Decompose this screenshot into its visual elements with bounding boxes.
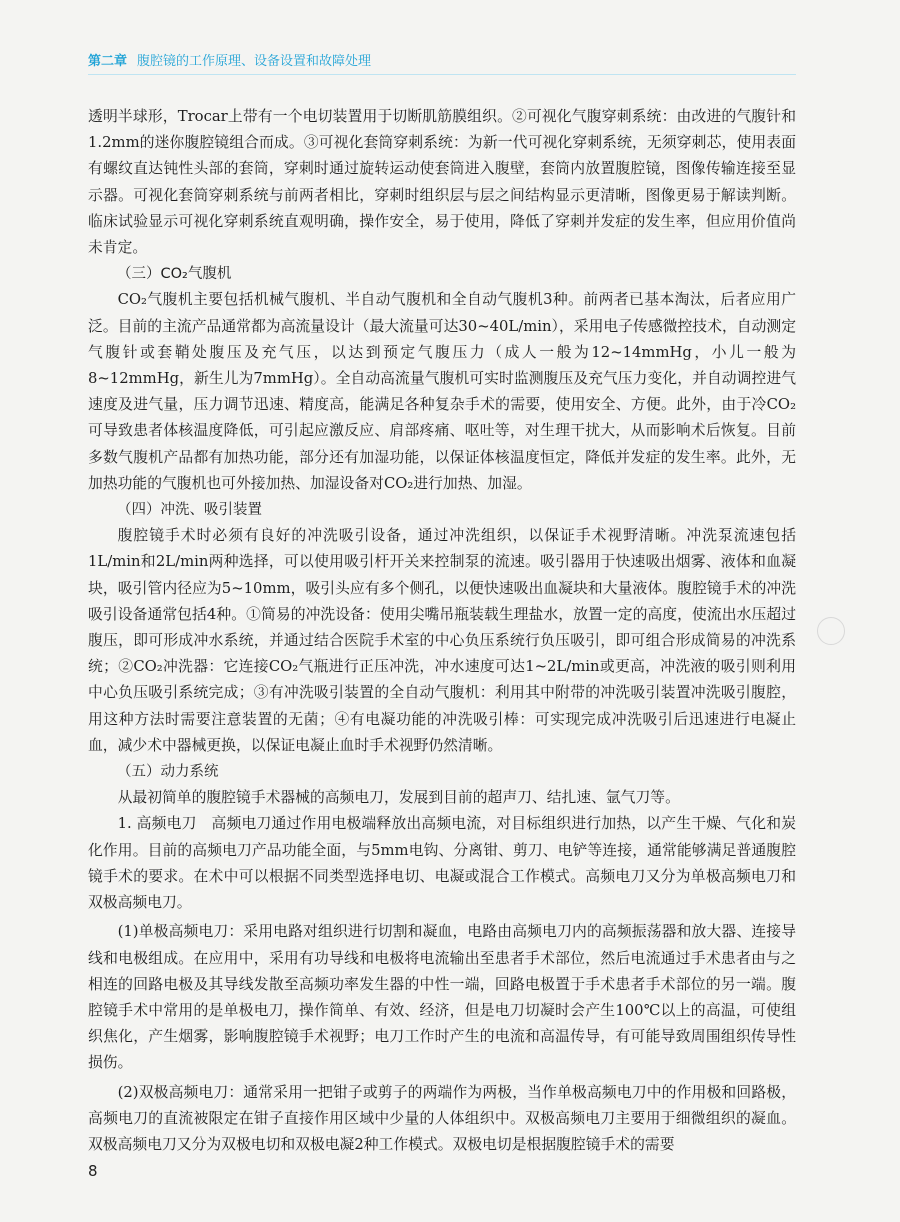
paragraph-continuation: 透明半球形，Trocar上带有一个电切装置用于切断肌筋膜组织。②可视化气腹穿刺系统：由改进的气腹针和1.2mm的迷你腹腔镜组合而成。③可视化套筒穿刺系统：为新一代可视化穿刺系统，无须穿刺芯，使用表面有螺纹直达钝性头部的套筒，穿刺时通过旋转运动使套筒进入腹壁，套筒内放置腹腔镜，图像传输连接至显示器。可视化套筒穿刺系统与前两者相比，穿刺时组织层与层之间结构显示更清晰，图像更易于解读判断。临床试验显示可视化穿刺系统直观明确，操作安全，易于使用，降低了穿刺并发症的发生率，但应用价值尚未肯定。 [88,108,796,257]
paragraph-co2-insufflator: CO₂气腹机主要包括机械气腹机、半自动气腹机和全自动气腹机3种。前两者已基本淘汰，后者应用广泛。目前的主流产品通常都为高流量设计（最大流量可达30~40L/min），采用电子传感微控技术，自动测定气腹针或套鞘处腹压及充气压，以达到预定气腹压力（成人一般为12~14mmHg，小儿一般为8~12mmHg，新生儿为7mmHg）。全自动高流量气腹机可实时监测腹压及充气压力变化，并自动调控进气速度及进气量，压力调节迅速、精度高，能满足各种复杂手术的需要，使用安全、方便。此外，由于冷CO₂可导致患者体核温度降低，可引起应激反应、肩部疼痛、呕吐等，对生理干扰大，从而影响术后恢复。目前多数气腹机产品都有加热功能，部分还有加湿功能，以保证体核温度恒定，降低并发症的发生率。此外，无加热功能的气腹机也可外接加热、加湿设备对CO₂进行加热、加湿。 [88,291,796,492]
running-header [88,50,796,75]
page-number: 8 [88,1162,98,1180]
section-heading-co2-insufflator: （三）CO₂气腹机 [117,266,232,283]
chapter-title: 腹腔镜的工作原理、设备设置和故障处理 [137,54,372,69]
chapter-label: 第二章 [88,54,128,69]
paragraph-high-frequency-knife: 1. 高频电刀 高频电刀通过作用电极端释放出高频电流，对目标组织进行加热，以产生干燥、气化和炭化作用。目前的高频电刀产品功能全面，与5mm电钩、分离钳、剪刀、电铲等连接，通常能够满足普通腹腔镜手术的要求。在术中可以根据不同类型选择电切、电凝或混合工作模式。高频电刀又分为单极高频电刀和双极高频电刀。 [88,815,796,912]
paragraph-monopolar: (1)单极高频电刀：采用电路对组织进行切割和凝血，电路由高频电刀内的高频振荡器和放大器、连接导线和电极组成。在应用中，采用有功导线和电极将电流输出至患者手术部位，然后电流通过手术患者由与之相连的回路电极及其导线发散至高频功率发生器的中性一端，回路电极置于手术患者手术部位的另一端。腹腔镜手术中常用的是单极电刀，操作简单、有效、经济，但是电刀切凝时会产生100℃以上的高温，可使组织焦化，产生烟雾，影响腹腔镜手术视野；电刀工作时产生的电流和高温传导，有可能导致周围组织传导性损伤。 [88,923,796,1072]
page-body [88,104,796,1158]
watermark-stamp [817,617,845,645]
paragraph-bipolar: (2)双极高频电刀：通常采用一把钳子或剪子的两端作为两极，当作单极高频电刀中的作用极和回路极，高频电刀的直流被限定在钳子直接作用区域中少量的人体组织中。双极高频电刀主要用于细微组织的凝血。双极高频电刀又分为双极电切和双极电凝2种工作模式。双极电切是根据腹腔镜手术的需要 [88,1083,796,1153]
section-heading-irrigation-suction: （四）冲洗、吸引装置 [117,502,262,519]
paragraph-irrigation-suction: 腹腔镜手术时必须有良好的冲洗吸引设备，通过冲洗组织，以保证手术视野清晰。冲洗泵流速包括1L/min和2L/min两种选择，可以使用吸引杆开关来控制泵的流速。吸引器用于快速吸出烟雾、液体和血凝块，吸引管内径应为5~10mm，吸引头应有多个侧孔，以便快速吸出血凝块和大量液体。腹腔镜手术的冲洗吸引设备通常包括4种。①简易的冲洗设备：使用尖嘴吊瓶装载生理盐水，放置一定的高度，使流出水压超过腹压，即可形成冲水系统，并通过结合医院手术室的中心负压系统行负压吸引，即可组合形成简易的冲洗系统；②CO₂冲洗器：它连接CO₂气瓶进行正压冲洗，冲水速度可达1~2L/min或更高，冲洗液的吸引则利用中心负压吸引系统完成；③有冲洗吸引装置的全自动气腹机：利用其中附带的冲洗吸引装置冲洗吸引腹腔，用这种方法时需要注意装置的无菌；④有电凝功能的冲洗吸引棒：可实现完成冲洗吸引后迅速进行电凝止血，减少术中器械更换，以保证电凝止血时手术视野仍然清晰。 [88,527,796,754]
section-heading-power-system: （五）动力系统 [117,764,219,781]
paragraph-power-intro: 从最初简单的腹腔镜手术器械的高频电刀，发展到目前的超声刀、结扎速、氩气刀等。 [117,789,680,807]
header-text [88,50,796,74]
